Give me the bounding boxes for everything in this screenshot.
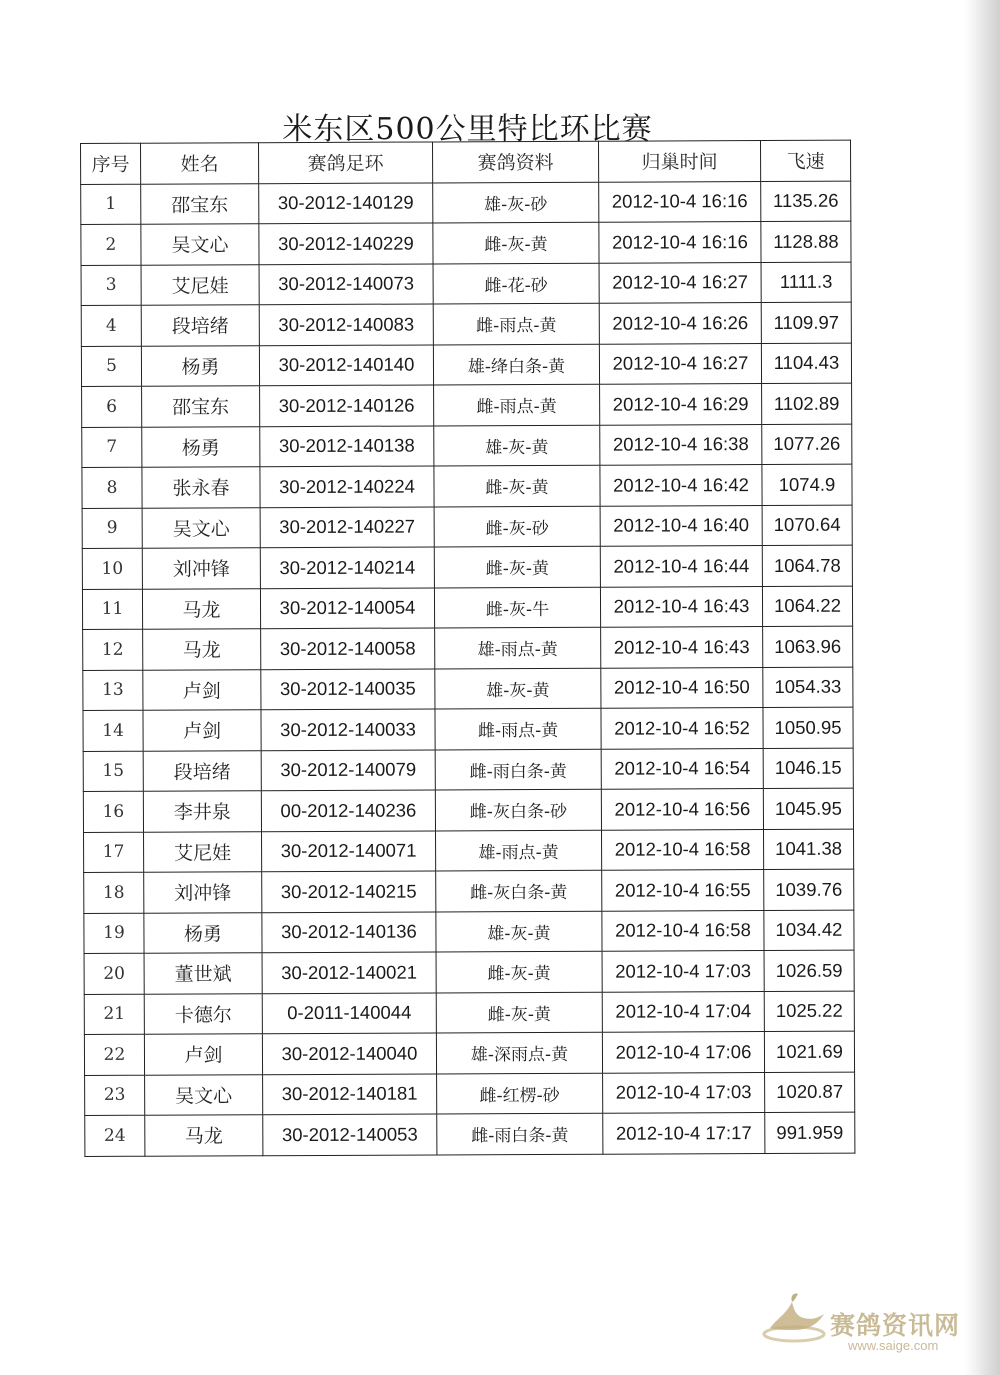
- cell-pigeon-info: 雌-灰-黄: [434, 546, 600, 587]
- cell-owner-name: 艾尼娃: [141, 264, 259, 305]
- cell-arrival-time: 2012-10-4 16:16: [599, 222, 761, 263]
- cell-arrival-time: 2012-10-4 17:03: [602, 951, 764, 992]
- cell-ring-number: 30-2012-140224: [260, 466, 434, 507]
- cell-owner-name: 卢剑: [143, 710, 261, 751]
- header-speed: 飞速: [760, 140, 850, 181]
- table-row: [81, 181, 851, 225]
- cell-owner-name: 李井泉: [143, 791, 261, 832]
- cell-pigeon-info: 雌-灰-黄: [436, 951, 602, 992]
- cell-speed: 1021.69: [764, 1031, 854, 1072]
- cell-ring-number: 30-2012-140126: [260, 385, 434, 426]
- cell-rank: 13: [83, 670, 143, 711]
- cell-speed: 1111.3: [761, 262, 851, 303]
- cell-arrival-time: 2012-10-4 16:38: [600, 424, 762, 465]
- cell-arrival-time: 2012-10-4 16:50: [601, 667, 763, 708]
- table-row: [82, 464, 852, 508]
- table-row: [82, 505, 852, 549]
- table-row: [84, 910, 854, 954]
- cell-speed: 1109.97: [761, 302, 851, 343]
- cell-speed: 1020.87: [765, 1072, 855, 1113]
- cell-speed: 1034.42: [764, 910, 854, 951]
- cell-owner-name: 马龙: [143, 629, 261, 670]
- table-row: [81, 302, 851, 346]
- cell-ring-number: 30-2012-140071: [262, 830, 436, 871]
- document-title: 米东区500公里特比环比赛: [282, 112, 653, 147]
- cell-pigeon-info: 雌-灰白条-砂: [435, 789, 601, 830]
- results-table: [80, 140, 855, 1157]
- cell-owner-name: 卡德尔: [144, 993, 262, 1034]
- cell-rank: 14: [83, 710, 143, 751]
- cell-ring-number: 30-2012-140214: [260, 547, 434, 588]
- cell-ring-number: 30-2012-140140: [259, 344, 433, 385]
- cell-owner-name: 马龙: [145, 1115, 263, 1156]
- cell-pigeon-info: 雌-雨点-黄: [434, 384, 600, 425]
- cell-pigeon-info: 雄-绛白条-黄: [433, 344, 599, 385]
- cell-pigeon-info: 雄-深雨点-黄: [436, 1032, 602, 1073]
- cell-speed: 991.959: [765, 1112, 855, 1153]
- cell-ring-number: 30-2012-140227: [260, 506, 434, 547]
- cell-speed: 1026.59: [764, 950, 854, 991]
- cell-pigeon-info: 雌-红楞-砂: [437, 1073, 603, 1114]
- cell-owner-name: 马龙: [142, 588, 260, 629]
- cell-arrival-time: 2012-10-4 16:58: [602, 829, 764, 870]
- cell-owner-name: 吴文心: [142, 507, 260, 548]
- cell-pigeon-info: 雌-灰白条-黄: [436, 870, 602, 911]
- cell-ring-number: 30-2012-140129: [259, 182, 433, 223]
- pigeon-logo-icon: [760, 1288, 830, 1350]
- cell-rank: 12: [83, 629, 143, 670]
- cell-rank: 19: [84, 913, 144, 954]
- cell-owner-name: 杨勇: [142, 426, 260, 467]
- cell-owner-name: 邵宝东: [142, 386, 260, 427]
- cell-pigeon-info: 雌-雨点-黄: [433, 303, 599, 344]
- cell-arrival-time: 2012-10-4 17:17: [603, 1113, 765, 1154]
- cell-speed: 1102.89: [762, 383, 852, 424]
- cell-pigeon-info: 雄-灰-黄: [436, 911, 602, 952]
- cell-owner-name: 杨勇: [144, 912, 262, 953]
- table-row: [84, 950, 854, 994]
- cell-arrival-time: 2012-10-4 16:40: [600, 505, 762, 546]
- cell-owner-name: 卢剑: [143, 669, 261, 710]
- header-ring: 赛鸽足环: [259, 142, 433, 183]
- cell-ring-number: 30-2012-140136: [262, 911, 436, 952]
- table-row: [82, 545, 852, 589]
- cell-arrival-time: 2012-10-4 16:58: [602, 910, 764, 951]
- cell-ring-number: 30-2012-140035: [261, 668, 435, 709]
- cell-arrival-time: 2012-10-4 17:03: [603, 1072, 765, 1113]
- header-info: 赛鸽资料: [432, 141, 598, 182]
- cell-owner-name: 张永春: [142, 467, 260, 508]
- watermark-url: www.saige.com: [848, 1338, 939, 1353]
- cell-speed: 1054.33: [763, 667, 853, 708]
- cell-speed: 1046.15: [763, 748, 853, 789]
- cell-rank: 10: [82, 548, 142, 589]
- cell-ring-number: 30-2012-140181: [263, 1073, 437, 1114]
- cell-ring-number: 30-2012-140054: [260, 587, 434, 628]
- cell-owner-name: 邵宝东: [141, 183, 259, 224]
- table-row: [81, 262, 851, 306]
- table-row: [85, 1112, 855, 1156]
- cell-rank: 17: [84, 832, 144, 873]
- table-row: [82, 424, 852, 468]
- cell-ring-number: 30-2012-140021: [262, 952, 436, 993]
- table-row: [84, 991, 854, 1035]
- cell-speed: 1063.96: [763, 626, 853, 667]
- table-row: [84, 829, 854, 873]
- cell-owner-name: 吴文心: [145, 1074, 263, 1115]
- cell-rank: 5: [81, 346, 141, 387]
- cell-owner-name: 杨勇: [141, 345, 259, 386]
- cell-speed: 1064.22: [762, 586, 852, 627]
- header-row: [81, 140, 851, 184]
- cell-rank: 3: [81, 265, 141, 306]
- cell-ring-number: 30-2012-140058: [261, 628, 435, 669]
- cell-arrival-time: 2012-10-4 16:55: [602, 870, 764, 911]
- cell-pigeon-info: 雌-雨白条-黄: [437, 1113, 603, 1154]
- watermark-site-name: 赛鸽资讯网: [830, 1311, 961, 1340]
- cell-rank: 23: [85, 1075, 145, 1116]
- cell-arrival-time: 2012-10-4 16:43: [600, 586, 762, 627]
- cell-owner-name: 吴文心: [141, 224, 259, 265]
- cell-owner-name: 刘冲锋: [144, 872, 262, 913]
- cell-owner-name: 刘冲锋: [142, 548, 260, 589]
- cell-pigeon-info: 雌-灰-黄: [434, 465, 600, 506]
- cell-pigeon-info: 雌-花-砂: [433, 263, 599, 304]
- cell-rank: 18: [84, 872, 144, 913]
- cell-owner-name: 艾尼娃: [144, 831, 262, 872]
- cell-speed: 1070.64: [762, 505, 852, 546]
- cell-pigeon-info: 雄-灰-黄: [435, 668, 601, 709]
- cell-arrival-time: 2012-10-4 17:04: [602, 991, 764, 1032]
- cell-ring-number: 30-2012-140033: [261, 709, 435, 750]
- cell-pigeon-info: 雌-雨点-黄: [435, 708, 601, 749]
- cell-speed: 1104.43: [761, 343, 851, 384]
- cell-arrival-time: 2012-10-4 16:27: [599, 262, 761, 303]
- cell-rank: 2: [81, 224, 141, 265]
- cell-arrival-time: 2012-10-4 16:42: [600, 465, 762, 506]
- table-row: [81, 221, 851, 265]
- cell-rank: 21: [84, 994, 144, 1035]
- cell-ring-number: 30-2012-140229: [259, 223, 433, 264]
- cell-arrival-time: 2012-10-4 16:16: [599, 181, 761, 222]
- cell-rank: 7: [82, 427, 142, 468]
- cell-speed: 1128.88: [761, 221, 851, 262]
- cell-speed: 1064.78: [762, 545, 852, 586]
- cell-speed: 1135.26: [761, 181, 851, 222]
- cell-arrival-time: 2012-10-4 16:44: [600, 546, 762, 587]
- cell-arrival-time: 2012-10-4 16:52: [601, 708, 763, 749]
- cell-ring-number: 30-2012-140073: [259, 263, 433, 304]
- cell-rank: 24: [85, 1115, 145, 1156]
- cell-arrival-time: 2012-10-4 17:06: [602, 1032, 764, 1073]
- cell-speed: 1074.9: [762, 464, 852, 505]
- cell-rank: 15: [83, 751, 143, 792]
- cell-pigeon-info: 雄-灰-黄: [434, 425, 600, 466]
- cell-speed: 1050.95: [763, 707, 853, 748]
- table-row: [84, 1031, 854, 1075]
- cell-speed: 1045.95: [763, 788, 853, 829]
- cell-rank: 22: [84, 1034, 144, 1075]
- cell-speed: 1077.26: [762, 424, 852, 465]
- cell-arrival-time: 2012-10-4 16:27: [599, 343, 761, 384]
- cell-arrival-time: 2012-10-4 16:56: [601, 789, 763, 830]
- table-row: [81, 343, 851, 387]
- cell-ring-number: 30-2012-140083: [259, 304, 433, 345]
- cell-pigeon-info: 雄-雨点-黄: [436, 830, 602, 871]
- header-name: 姓名: [141, 143, 259, 184]
- cell-rank: 16: [83, 791, 143, 832]
- cell-owner-name: 段培绪: [141, 305, 259, 346]
- table-row: [83, 748, 853, 792]
- cell-rank: 4: [81, 305, 141, 346]
- cell-pigeon-info: 雌-灰-牛: [434, 587, 600, 628]
- cell-ring-number: 30-2012-140053: [263, 1114, 437, 1155]
- table-row: [85, 1072, 855, 1116]
- cell-rank: 1: [81, 184, 141, 225]
- cell-ring-number: 30-2012-140138: [260, 425, 434, 466]
- cell-rank: 8: [82, 467, 142, 508]
- cell-rank: 20: [84, 953, 144, 994]
- cell-pigeon-info: 雌-雨白条-黄: [435, 749, 601, 790]
- table-row: [84, 869, 854, 913]
- cell-pigeon-info: 雌-灰-砂: [434, 506, 600, 547]
- cell-arrival-time: 2012-10-4 16:54: [601, 748, 763, 789]
- cell-arrival-time: 2012-10-4 16:26: [599, 303, 761, 344]
- cell-pigeon-info: 雄-灰-砂: [433, 182, 599, 223]
- cell-rank: 6: [82, 386, 142, 427]
- cell-speed: 1025.22: [764, 991, 854, 1032]
- header-no: 序号: [81, 143, 141, 184]
- header-time: 归巢时间: [598, 141, 760, 182]
- cell-ring-number: 00-2012-140236: [261, 790, 435, 831]
- cell-owner-name: 董世斌: [144, 953, 262, 994]
- table-row: [83, 707, 853, 751]
- cell-speed: 1041.38: [763, 829, 853, 870]
- table-row: [83, 667, 853, 711]
- table-row: [82, 586, 852, 630]
- cell-ring-number: 30-2012-140215: [262, 871, 436, 912]
- cell-owner-name: 段培绪: [143, 750, 261, 791]
- table-row: [83, 626, 853, 670]
- cell-owner-name: 卢剑: [144, 1034, 262, 1075]
- scanner-shadow-edge: [964, 0, 1000, 1375]
- cell-arrival-time: 2012-10-4 16:29: [600, 384, 762, 425]
- table-row: [82, 383, 852, 427]
- site-watermark: [760, 1288, 970, 1358]
- cell-pigeon-info: 雄-雨点-黄: [435, 627, 601, 668]
- cell-speed: 1039.76: [764, 869, 854, 910]
- cell-pigeon-info: 雌-灰-黄: [433, 222, 599, 263]
- cell-rank: 9: [82, 508, 142, 549]
- cell-ring-number: 30-2012-140040: [262, 1033, 436, 1074]
- cell-pigeon-info: 雌-灰-黄: [436, 992, 602, 1033]
- cell-arrival-time: 2012-10-4 16:43: [601, 627, 763, 668]
- cell-ring-number: 0-2011-140044: [262, 992, 436, 1033]
- cell-rank: 11: [82, 589, 142, 630]
- table-row: [83, 788, 853, 832]
- cell-ring-number: 30-2012-140079: [261, 749, 435, 790]
